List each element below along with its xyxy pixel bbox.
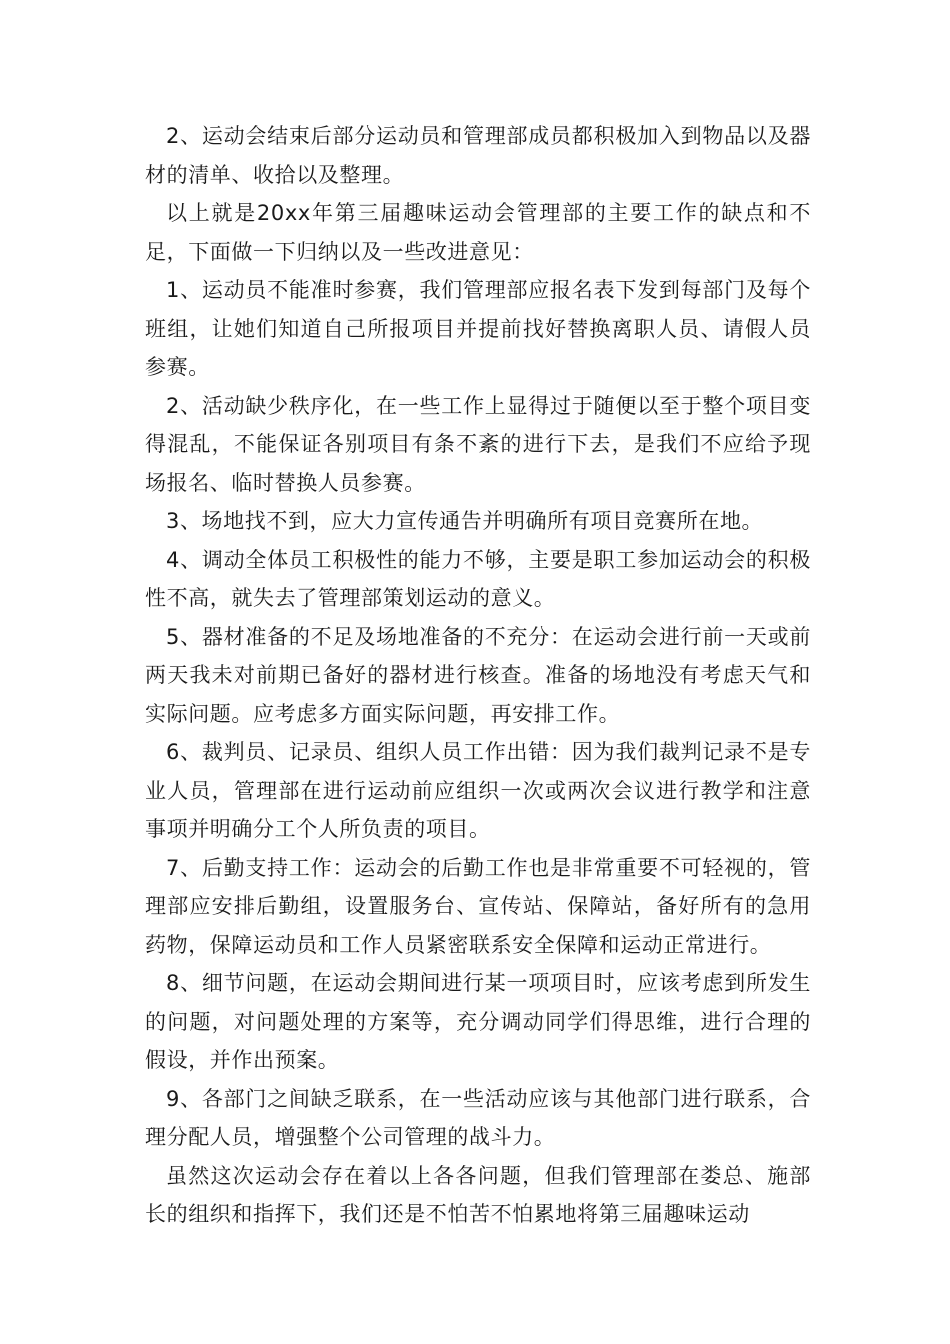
paragraph-issue-9: 9、各部门之间缺乏联系，在一些活动应该与其他部门进行联系，合理分配人员，增强整个公司管理的战斗力。 [145, 1086, 811, 1149]
paragraph-summary-intro: 以上就是20xx年第三届趣味运动会管理部的主要工作的缺点和不足，下面做一下归纳以及一些改进意见： [145, 201, 811, 264]
paragraph-issue-1: 1、运动员不能准时参赛，我们管理部应报名表下发到每部门及每个班组，让她们知道自己所报项目并提前找好替换离职人员、请假人员参赛。 [145, 278, 811, 379]
paragraph-issue-8: 8、细节问题，在运动会期间进行某一项项目时，应该考虑到所发生的问题，对问题处理的方案等，充分调动同学们得思维，进行合理的假设，并作出预案。 [145, 971, 811, 1072]
document-body [145, 117, 811, 1234]
paragraph-issue-3: 3、场地找不到，应大力宣传通告并明确所有项目竞赛所在地。 [166, 509, 764, 533]
paragraph-issue-5: 5、器材准备的不足及场地准备的不充分：在运动会进行前一天或前两天我未对前期已备好的器材进行核查。准备的场地没有考虑天气和实际问题。应考虑多方面实际问题，再安排工作。 [145, 624, 811, 726]
paragraph-cleanup: 2、运动会结束后部分运动员和管理部成员都积极加入到物品以及器材的清单、收拾以及整理。 [145, 124, 811, 187]
paragraph-conclusion: 虽然这次运动会存在着以上各各问题，但我们管理部在娄总、施部长的组织和指挥下，我们还是不怕苦不怕累地将第三届趣味运动 [145, 1163, 811, 1226]
paragraph-issue-2: 2、活动缺少秩序化，在一些工作上显得过于随便以至于整个项目变得混乱，不能保证各别项目有条不紊的进行下去，是我们不应给予现场报名、临时替换人员参赛。 [145, 393, 811, 495]
paragraph-issue-6: 6、裁判员、记录员、组织人员工作出错：因为我们裁判记录不是专业人员，管理部在进行运动前应组织一次或两次会议进行教学和注意事项并明确分工个人所负责的项目。 [145, 740, 811, 841]
paragraph-issue-7: 7、后勤支持工作：运动会的后勤工作也是非常重要不可轻视的，管理部应安排后勤组，设置服务台、宣传站、保障站，备好所有的急用药物，保障运动员和工作人员紧密联系安全保障和运动正常进行。 [145, 855, 811, 957]
paragraph-issue-4: 4、调动全体员工积极性的能力不够，主要是职工参加运动会的积极性不高，就失去了管理部策划运动的意义。 [145, 547, 811, 610]
